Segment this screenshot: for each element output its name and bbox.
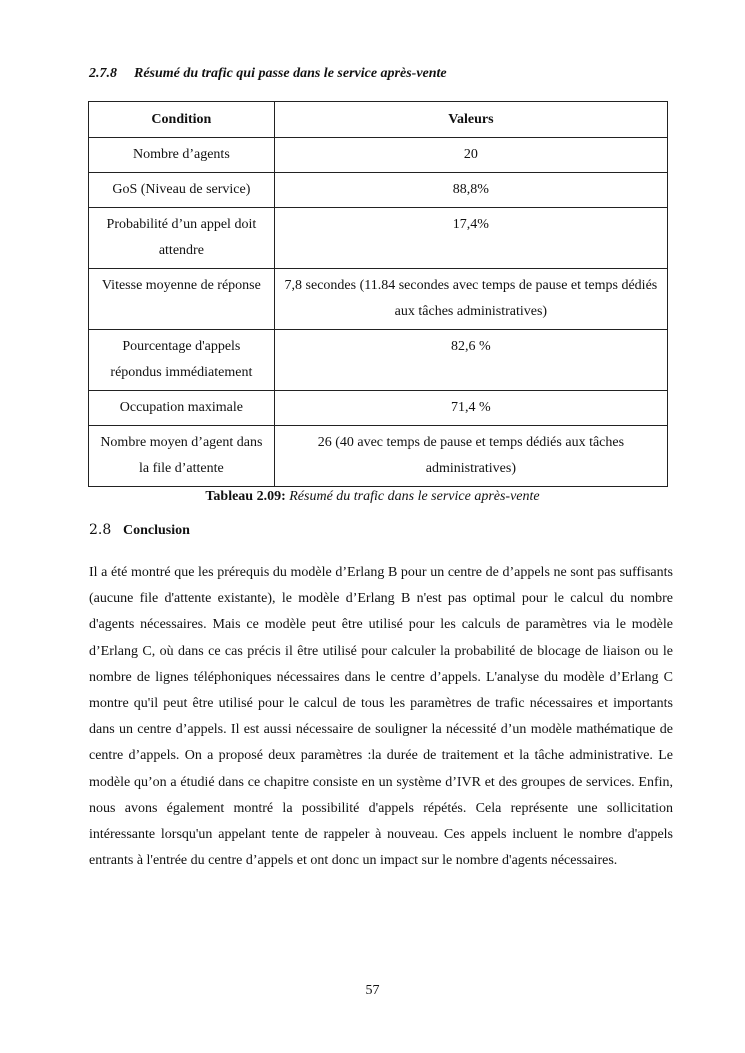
- condition-cell: Nombre moyen d’agent dans la file d’attente: [89, 426, 275, 487]
- value-cell: 71,4 %: [274, 391, 667, 426]
- condition-cell: Probabilité d’un appel doit attendre: [89, 208, 275, 269]
- condition-cell: Pourcentage d'appels répondus immédiatement: [89, 330, 275, 391]
- caption-label: Tableau 2.09:: [205, 489, 286, 504]
- value-cell: 82,6 %: [274, 330, 667, 391]
- conclusion-title: Conclusion: [123, 523, 190, 538]
- section-title: Résumé du trafic qui passe dans le service après-vente: [134, 66, 447, 81]
- section-number: 2.7.8: [89, 66, 117, 81]
- table-row: [89, 269, 668, 330]
- value-cell: 7,8 secondes (11.84 secondes avec temps de pause et temps dédiés aux tâches administratives): [274, 269, 667, 330]
- condition-cell: Nombre d’agents: [89, 138, 275, 173]
- conclusion-heading: [89, 522, 190, 539]
- conclusion-paragraph: Il a été montré que les prérequis du modèle d’Erlang B pour un centre de d’appels ne sont pas suffisants (aucune file d'attente existante), le modèle d’Erlang B n'est pas optimal pour le calcul du nombre d'agents nécessaires. Mais ce modèle peut être utilisé pour les calculs de paramètres via le modèle d’Erlang C, où dans ce cas précis il être utilisé pour calculer la probabilité de blocage de liaison ou le nombre de lignes téléphoniques nécessaires dans le centre d’appels. L'analyse du modèle d’Erlang C montre qu'il peut être utilisé pour le calcul de tous les paramètres de trafic nécessaires et importants dans un centre d’appels. Il est aussi nécessaire de souligner la nécessité d’un modèle mathématique de centre d’appels. On a proposé deux paramètres :la durée de traitement et la tâche administrative. Le modèle qu’on a étudié dans ce chapitre consiste en un système d’IVR et des groupes de services. Enfin, nous avons également montré la possibilité d'appels répétés. Cela représente une sollicitation intéressante lorsqu'un appelant tente de rappeler à nouveau. Ces appels incluent le nombre d'appels entrants à l'entrée du centre d’appels et ont donc un impact sur le nombre d'agents nécessaires.: [89, 565, 673, 869]
- table-caption: [0, 489, 745, 505]
- condition-cell: Occupation maximale: [89, 391, 275, 426]
- condition-cell: Vitesse moyenne de réponse: [89, 269, 275, 330]
- traffic-summary-table: [88, 101, 668, 487]
- table-row: [89, 330, 668, 391]
- caption-text: Résumé du trafic dans le service après-vente: [289, 489, 540, 504]
- value-cell: 17,4%: [274, 208, 667, 269]
- value-cell: 88,8%: [274, 173, 667, 208]
- header-values: Valeurs: [274, 102, 667, 138]
- table-row: [89, 426, 668, 487]
- table-row: [89, 208, 668, 269]
- value-cell: 20: [274, 138, 667, 173]
- table-header-row: [89, 102, 668, 138]
- header-condition: Condition: [89, 102, 275, 138]
- section-heading: [89, 66, 447, 82]
- table-row: [89, 138, 668, 173]
- table-row: [89, 391, 668, 426]
- condition-cell: GoS (Niveau de service): [89, 173, 275, 208]
- table-row: [89, 173, 668, 208]
- value-cell: 26 (40 avec temps de pause et temps dédiés aux tâches administratives): [274, 426, 667, 487]
- conclusion-number: 2.8: [89, 522, 112, 538]
- page-number: 57: [365, 983, 380, 998]
